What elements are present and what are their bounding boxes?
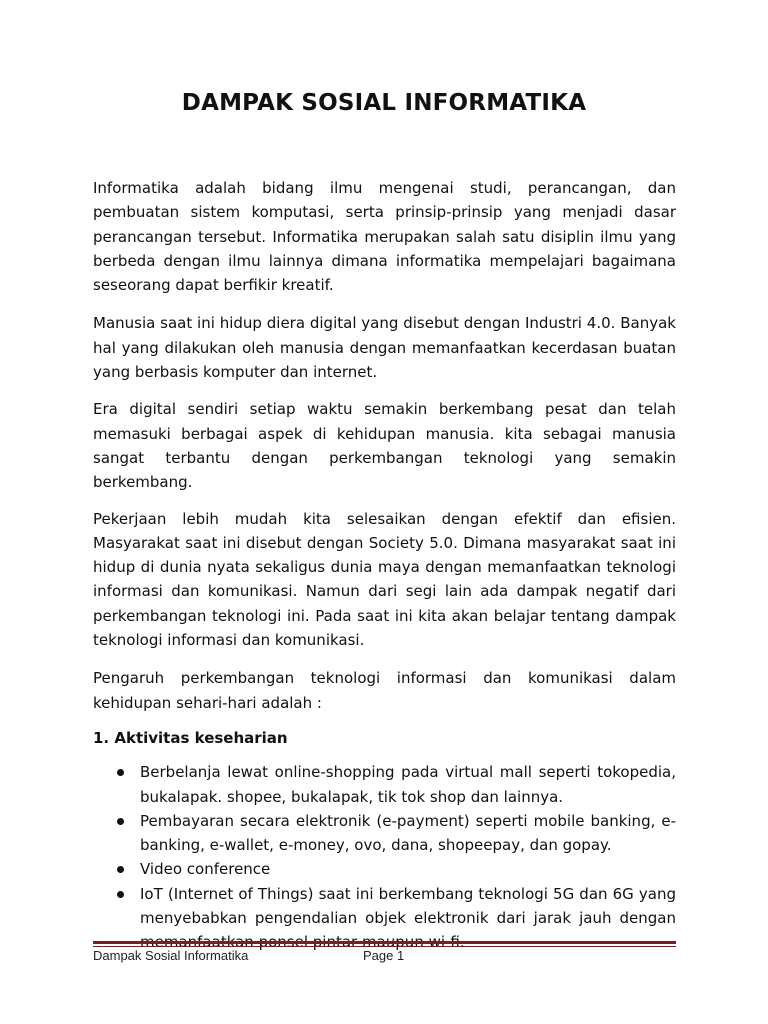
footer-divider-thick	[93, 941, 676, 944]
bullet-icon	[117, 818, 124, 825]
bullet-icon	[117, 769, 124, 776]
bullet-icon	[117, 866, 124, 873]
list-item-text: Pembayaran secara elektronik (e-payment) seperti mobile banking, e-banking, e-wallet, e-money, ovo, dana, shopeepay, dan gopay.	[140, 811, 676, 855]
document-title: DAMPAK SOSIAL INFORMATIKA	[181, 90, 587, 116]
paragraph-era-digital: Era digital sendiri setiap waktu semakin berkembang pesat dan telah memasuki berbagai aspek di kehidupan manusia. kita sebagai manusia sangat terbantu dengan perkembangan teknologi yang semakin berkembang.	[93, 400, 676, 492]
paragraph-society: Pekerjaan lebih mudah kita selesaikan dengan efektif dan efisien. Masyarakat saat ini disebut dengan Society 5.0. Dimana masyarakat saat ini hidup di dunia nyata sekaligus dunia maya dengan memanfaatkan teknologi informasi dan komunikasi. Namun dari segi lain ada dampak negatif dari perkembangan teknologi ini. Pada saat ini kita akan belajar tentang dampak teknologi informasi dan komunikasi.	[93, 509, 676, 650]
page-number: Page 1	[363, 948, 405, 963]
paragraph-intro: Informatika adalah bidang ilmu mengenai studi, perancangan, dan pembuatan sistem komputasi, serta prinsip-prinsip yang menjadi dasar perancangan tersebut. Informatika merupakan salah satu disiplin ilmu yang berbeda dengan ilmu lainnya dimana informatika mempelajari bagaimana seseorang dapat berfikir kreatif.	[93, 179, 676, 295]
footer-divider-thin	[93, 946, 676, 947]
bullet-icon	[117, 891, 124, 898]
document-body	[93, 176, 676, 955]
section-heading: 1. Aktivitas keseharian	[93, 728, 288, 747]
list-item	[93, 857, 676, 881]
list-item-text: Berbelanja lewat online-shopping pada virtual mall seperti tokopedia, bukalapak. shopee, bukalapak, tik tok shop dan lainnya.	[140, 763, 676, 806]
list-item	[93, 760, 676, 809]
bullet-list	[93, 760, 676, 954]
paragraph-industri: Manusia saat ini hidup diera digital yang disebut dengan Industri 4.0. Banyak hal yang dilakukan oleh manusia dengan memanfaatkan kecerdasan buatan yang berbasis komputer dan internet.	[93, 314, 676, 382]
paragraph-pengaruh: Pengaruh perkembangan teknologi informasi dan komunikasi dalam kehidupan sehari-hari adalah :	[93, 669, 676, 712]
footer-title: Dampak Sosial Informatika	[93, 948, 249, 963]
list-item-text: IoT (Internet of Things) saat ini berkembang teknologi 5G dan 6G yang menyebabkan pengendalian objek elektronik dari jarak jauh dengan	[140, 884, 676, 928]
list-item-text: Video conference	[140, 860, 271, 879]
list-item	[93, 809, 676, 858]
